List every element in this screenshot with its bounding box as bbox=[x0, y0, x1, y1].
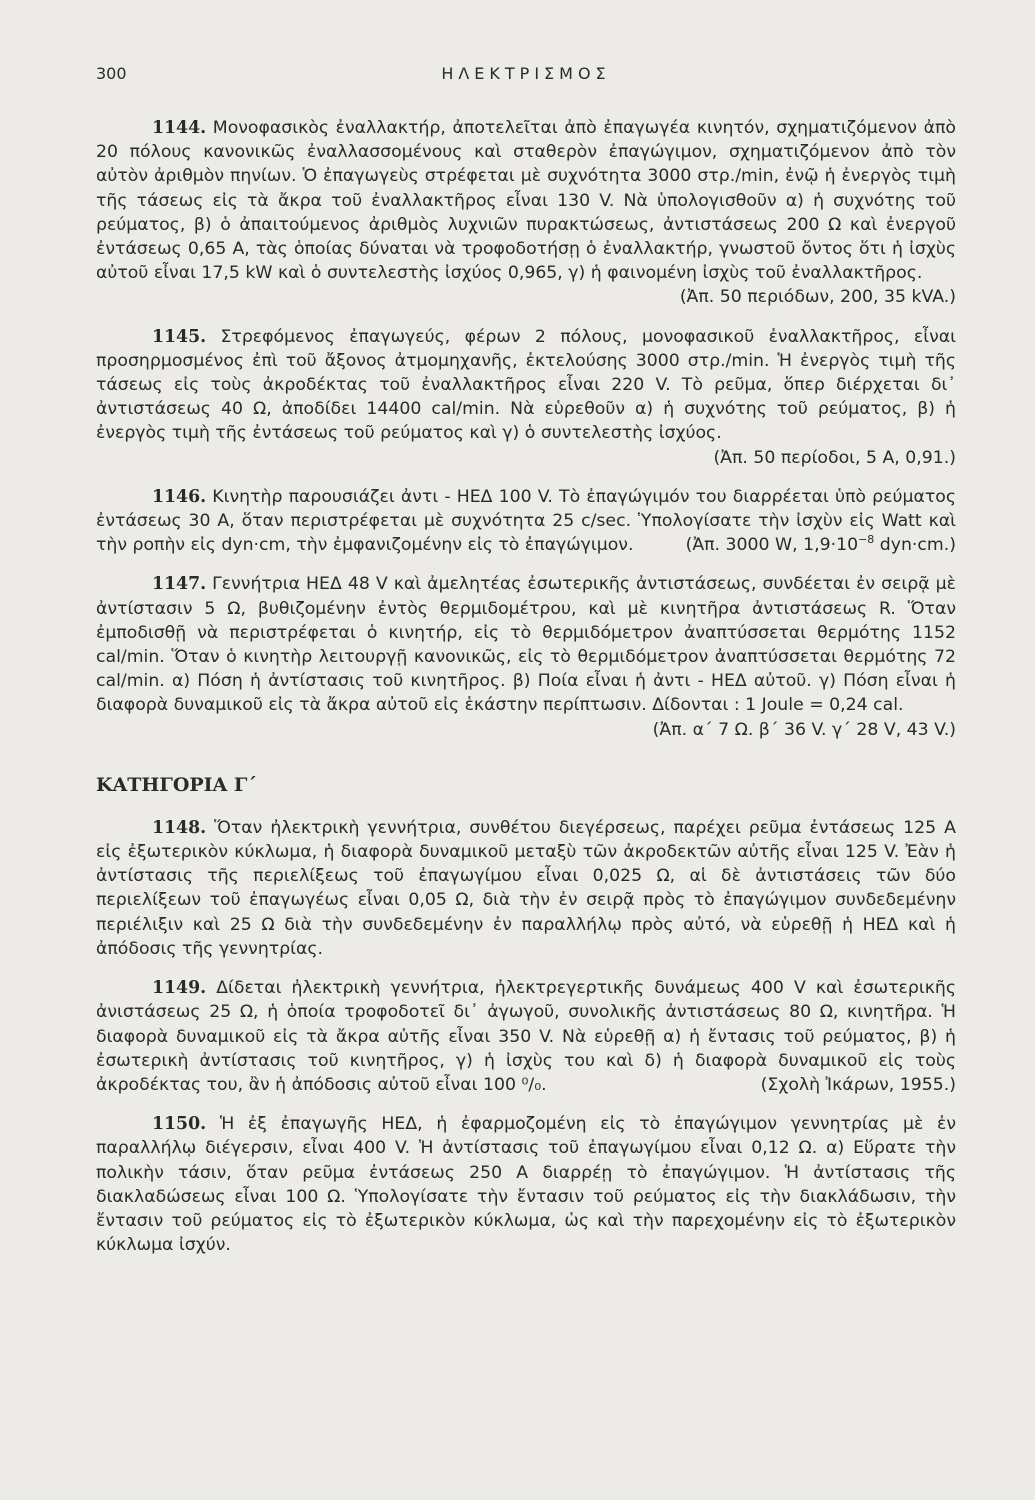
running-title: ΗΛΕΚΤΡΙΣΜΟΣ bbox=[441, 64, 611, 83]
page-header bbox=[96, 64, 956, 94]
page-content bbox=[96, 116, 956, 1272]
problem-answer: (Ἀπ. 50 περιόδων, 200, 35 kVA.) bbox=[679, 287, 956, 308]
problem-text: Ὅταν ἠλεκτρικὴ γεννήτρια, συνθέτου διεγέρσεως, παρέχει ρεῦμα ἐντάσεως 125 A εἰς ἐξωτερικὸν κύκλωμα, ἡ διαφορὰ δυναμικοῦ μεταξὺ τῶν ἀκροδεκτῶν αὐτῆς εἶναι 125 V. Ἐὰν ἡ ἀντίστασις τῆς περιελίξεως τοῦ ἐπαγωγίμου εἶναι 0,025 Ω, αἱ δὲ ἀντιστάσεις τῶν δύο περιελίξεων τοῦ ἐπαγωγέως εἶναι 0,05 Ω, διὰ τὴν ἐν σειρᾷ πρὸς τὸ ἐπαγώγιμον συνδεδεμένην περιέλιξιν καὶ 25 Ω διὰ τὴν συνδεδεμένην ἐν παραλλήλῳ πρὸς αὐτό, νὰ εὑρεθῇ ἡ ΗΕΔ καὶ ἡ ἀπόδοσις τῆς γεννητρίας. bbox=[96, 817, 956, 959]
problem-number: 1150. bbox=[152, 1114, 207, 1135]
problem-answer: (Σχολὴ Ἰκάρων, 1955.) bbox=[760, 1074, 956, 1095]
problem-1149 bbox=[96, 976, 956, 1097]
problem-number: 1145. bbox=[152, 326, 207, 347]
problem-answer: (Ἀπ. 50 περίοδοι, 5 A, 0,91.) bbox=[713, 447, 956, 468]
problem-answer: (Ἀπ. α΄ 7 Ω. β΄ 36 V. γ΄ 28 V, 43 V.) bbox=[652, 719, 956, 740]
problem-number: 1146. bbox=[152, 486, 207, 507]
problem-1146 bbox=[96, 485, 956, 558]
problem-number: 1148. bbox=[152, 817, 207, 838]
problem-number: 1144. bbox=[152, 118, 207, 138]
problem-text: Δίδεται ἠλεκτρικὴ γεννήτρια, ἠλεκτρεγερτικῆς δυνάμεως 400 V καὶ ἐσωτερικῆς ἀνιστάσεως 25 Ω, ἡ ὁποία τροφοδοτεῖ δι᾽ ἀγωγοῦ, συνολικῆς ἀντιστάσεως 80 Ω, κινητῆρα. Ἡ διαφορὰ δυναμικοῦ εἰς τὰ ἄκρα αὐτῆς εἶναι 350 V. Νὰ εὑρεθῇ α) ἡ ἔντασις τοῦ ρεύματος, β) ἡ ἐσωτερικὴ ἀντίστασις τοῦ κινητῆρος, γ) ἡ ἰσχὺς του καὶ δ) ἡ διαφορὰ δυναμικοῦ εἰς τοὺς ἀκροδέκτας του, ἂν ἡ ἀπόδοσις αὐτοῦ εἶναι 100 ⁰/₀. bbox=[96, 978, 956, 1095]
problem-1145 bbox=[96, 325, 956, 470]
problem-1147 bbox=[96, 572, 956, 741]
problem-text: Ἡ ἐξ ἐπαγωγῆς ΗΕΔ, ἡ ἐφαρμοζομένη εἰς τὸ ἐπαγώγιμον γεννητρίας μὲ ἐν παραλλήλῳ διέγερσιν, εἶναι 400 V. Ἡ ἀντίστασις τοῦ ἐπαγωγίμου εἶναι 0,12 Ω. α) Εὕρατε τὴν πολικὴν τάσιν, ὅταν ρεῦμα ἐντάσεως 250 A διαρρέῃ τὸ ἐπαγώγιμον. Ἡ ἀντίστασις τῆς διακλαδώσεως εἶναι 100 Ω. Ὑπολογίσατε τὴν ἔντασιν τοῦ ρεύματος εἰς τὴν διακλάδωσιν, τὴν ἔντασιν τοῦ ρεύματος εἰς τὸ ἐξωτερικὸν κύκλωμα, ὡς καὶ τὴν παρεχομένην εἰς τὸ ἐξωτερικὸν κύκλωμα ἰσχύν. bbox=[96, 1114, 956, 1256]
problem-text: Στρεφόμενος ἐπαγωγεύς, φέρων 2 πόλους, μονοφασικοῦ ἐναλλακτῆρος, εἶναι προσηρμοσμένος ἐπὶ τοῦ ἄξονος ἀτμομηχανῆς, ἐκτελούσης 3000 στρ./min. Ἡ ἐνεργὸς τιμὴ τῆς τάσεως εἰς τοὺς ἀκροδέκτας τοῦ ἐναλλακτῆρος εἶναι 220 V. Τὸ ρεῦμα, ὅπερ διέρχεται δι᾽ ἀντιστάσεως 40 Ω, ἀποδίδει 14400 cal/min. Νὰ εὑρεθοῦν α) ἡ συχνότης τοῦ ρεύματος, β) ἡ ἐνεργὸς τιμὴ τῆς ἐντάσεως τοῦ ρεύματος καὶ γ) ὁ συντελεστὴς ἰσχύος. bbox=[96, 326, 956, 444]
problem-1148 bbox=[96, 816, 956, 961]
category-heading: ΚΑΤΗΓΟΡΙΑ Γ΄ bbox=[96, 773, 257, 796]
answer-exponent: −8 bbox=[858, 533, 875, 547]
page-number: 300 bbox=[96, 64, 127, 83]
problem-1144 bbox=[96, 116, 956, 310]
problem-text: Μονοφασικὸς ἐναλλακτήρ, ἀποτελεῖται ἀπὸ ἐπαγωγέα κινητόν, σχηματιζόμενον ἀπὸ 20 πόλους κανονικῶς ἐναλλασσομένους καὶ σταθερὸν ἐπαγώγιμον, σχηματιζόμενον ἀπὸ τὸν αὐτὸν ἀριθμὸν πηνίων. Ὁ ἐπαγωγεὺς στρέφεται μὲ συχνότητα 3000 στρ./min, ἐνῷ ἡ ἐνεργὸς τιμὴ τῆς τάσεως εἰς τὰ ἄκρα τοῦ ἐναλλακτῆρος εἶναι 130 V. Νὰ ὑπολογισθοῦν α) ἡ συχνότης τοῦ ρεύματος, β) ὁ ἀπαιτούμενος ἀριθμὸς λυχνιῶν πυρακτώσεως, ἀντιστάσεως 200 Ω καὶ ἐνεργοῦ ἐντάσεως 0,65 A, τὰς ὁποίας δύναται νὰ τροφοδοτήσῃ ὁ ἐναλλακτήρ, γνωστοῦ ὄντος ὅτι ἡ ἰσχὺς αὐτοῦ εἶναι 17,5 kW καὶ ὁ συντελεστὴς ἰσχύος 0,965, γ) ἡ φαινομένη ἰσχὺς τοῦ ἐναλλακτῆρος. bbox=[96, 118, 956, 284]
problem-number: 1147. bbox=[152, 574, 207, 595]
problem-number: 1149. bbox=[152, 978, 207, 999]
problem-answer bbox=[686, 533, 956, 557]
problem-1150 bbox=[96, 1112, 956, 1257]
problem-text: Κινητὴρ παρουσιάζει ἀντι - ΗΕΔ 100 V. Τὸ ἐπαγώγιμόν του διαρρέεται ὑπὸ ρεύματος ἐντάσεως 30 A, ὅταν περιστρέφεται μὲ συχνότητα 25 c/sec. Ὑπολογίσατε τὴν ἰσχὺν εἰς Watt καὶ τὴν ροπὴν εἰς dyn·cm, τὴν ἐμφανιζομένην εἰς τὸ ἐπαγώγιμον. bbox=[96, 486, 956, 556]
answer-tail: dyn·cm.) bbox=[874, 535, 956, 556]
problem-text: Γεννήτρια ΗΕΔ 48 V καὶ ἀμελητέας ἐσωτερικῆς ἀντιστάσεως, συνδέεται ἐν σειρᾷ μὲ ἀντίστασιν 5 Ω, βυθιζομένην ἐντὸς θερμιδομέτρου, καὶ μὲ κινητῆρα ἀντιστάσεως R. Ὅταν ἐμποδισθῇ νὰ περιστρέφεται ὁ κινητήρ, εἰς τὸ θερμιδόμετρον ἀναπτύσσεται θερμότης 1152 cal/min. Ὅταν ὁ κινητὴρ λειτουργῇ κανονικῶς, εἰς τὸ θερμιδόμετρον ἀναπτύσσεται θερμότης 72 cal/min. α) Πόση ἡ ἀντίστασις τοῦ κινητῆρος. β) Ποία εἶναι ἡ ἀντι - ΗΕΔ αὐτοῦ. γ) Πόση εἶναι ἡ διαφορὰ δυναμικοῦ εἰς τὰ ἄκρα αὐτοῦ εἰς ἑκάστην περίπτωσιν. Δίδονται : 1 Joule = 0,24 cal. bbox=[96, 574, 956, 716]
answer-main: (Ἀπ. 3000 W, 1,9·10 bbox=[685, 535, 859, 556]
